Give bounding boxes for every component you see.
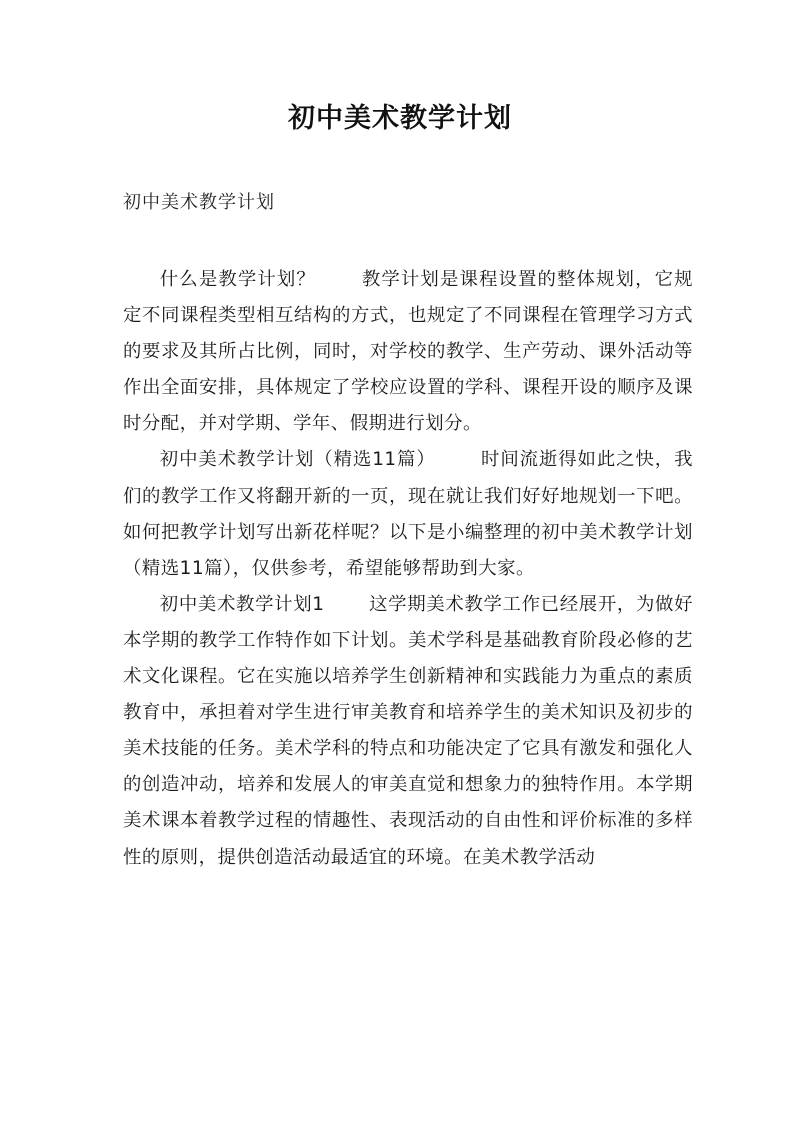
paragraph-overview: 初中美术教学计划（精选11篇） 时间流逝得如此之快，我们的教学工作又将翻开新的一页，现在就让我们好好地规划一下吧。如何把教学计划写出新花样呢？以下是小编整理的初中美术教学计划（精选11篇），仅供参考，希望能够帮助到大家。	[123, 449, 693, 579]
paragraph-intro: 什么是教学计划？ 教学计划是课程设置的整体规划，它规定不同课程类型相互结构的方式，也规定了不同课程在管理学习方式的要求及其所占比例，同时，对学校的教学、生产劳动、课外活动等作出全面安排，具体规定了学校应设置的学科、课程开设的顺序及课时分配，并对学期、学年、假期进行划分。	[123, 269, 693, 435]
document-subtitle: 初中美术教学计划	[123, 192, 275, 213]
paragraph-plan-1: 初中美术教学计划1 这学期美术教学工作已经展开，为做好本学期的教学工作特作如下计划。美术学科是基础教育阶段必修的艺术文化课程。它在实施以培养学生创新精神和实践能力为重点的素质教育中，承担着对学生进行审美教育和培养学生的美术知识及初步的美术技能的任务。美术学科的特点和功能决定了它具有激发和强化人的创造冲动，培养和发展人的审美直觉和想象力的独特作用。本学期美术课本着教学过程的情趣性、表现活动的自由性和评价标准的多样性的原则，提供创造活动最适宜的环境。在美术教学活动	[123, 593, 693, 868]
document-title: 初中美术教学计划	[288, 103, 512, 134]
document-body	[123, 262, 693, 876]
